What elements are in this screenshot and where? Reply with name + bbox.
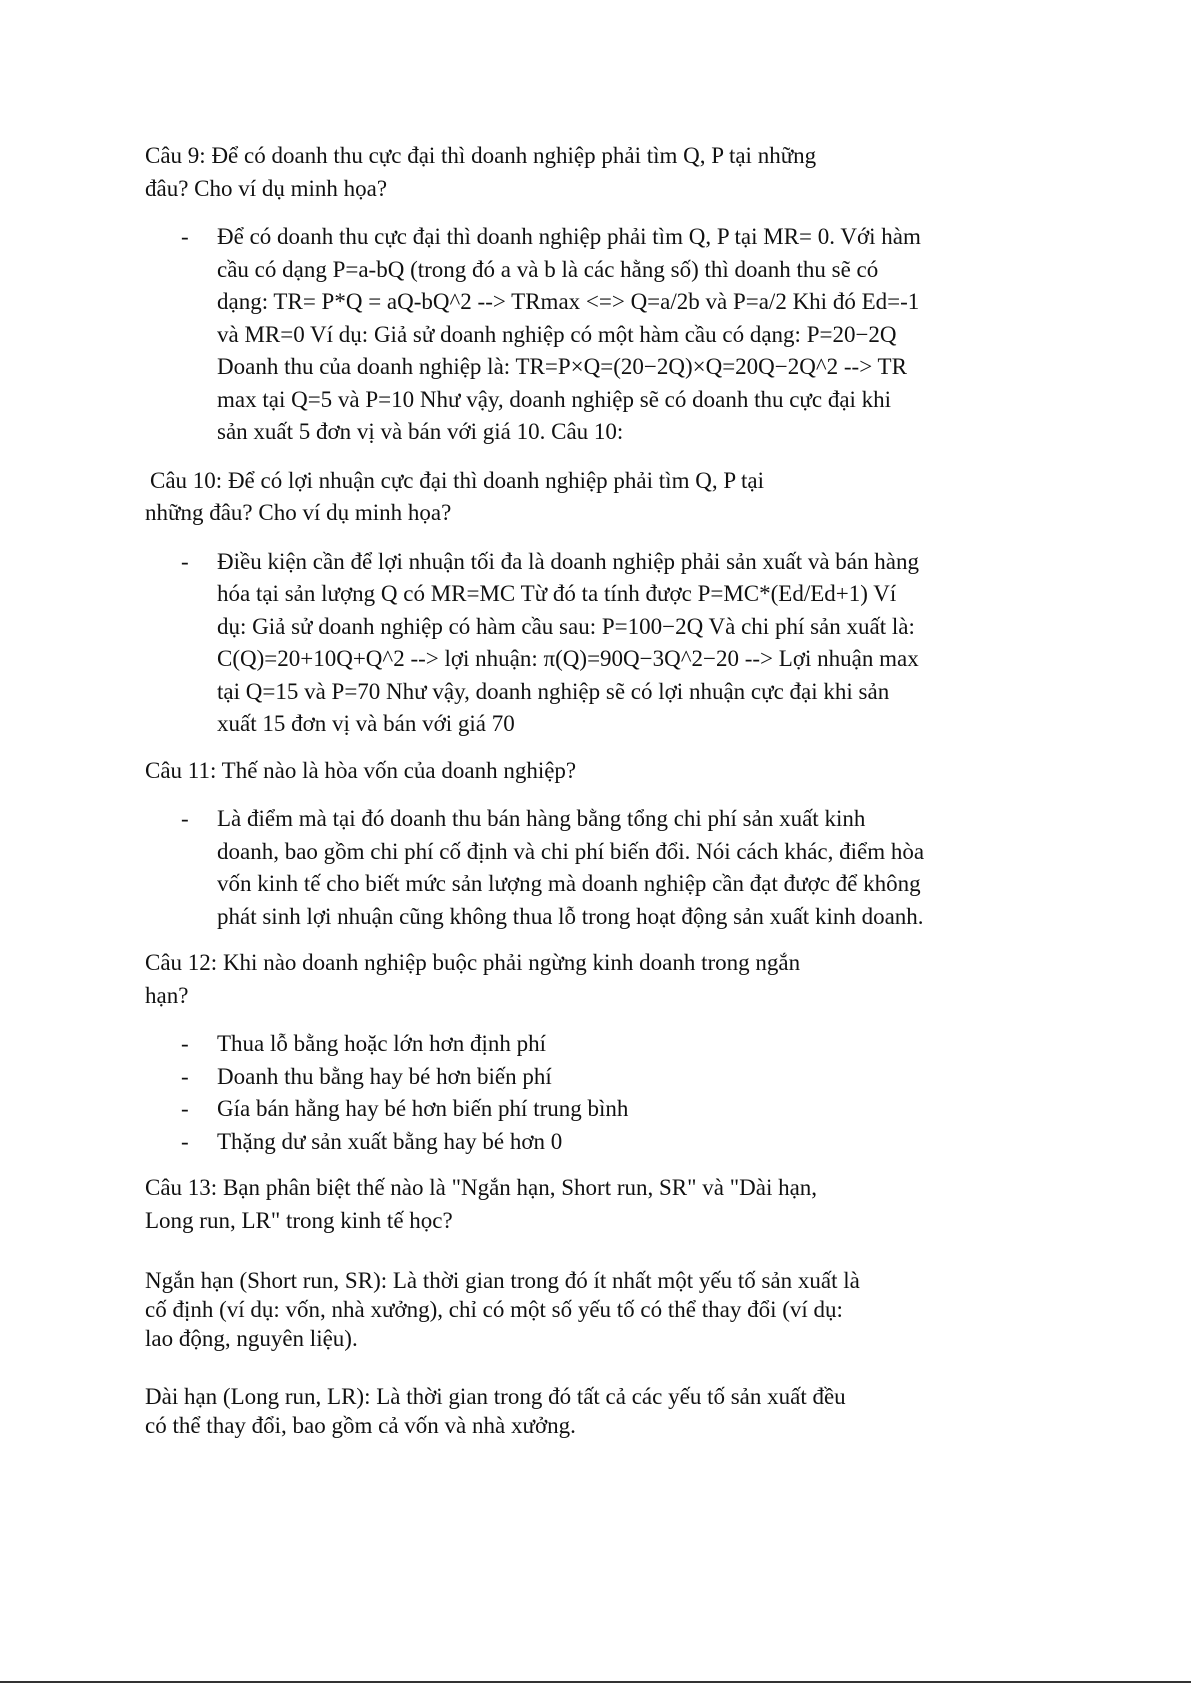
page-bottom-rule [0, 1681, 1191, 1683]
question-12-answer-list [145, 1028, 925, 1158]
long-run-definition: Dài hạn (Long run, LR): Là thời gian trong đó tất cả các yếu tố sản xuất đều có thể thay đổi, bao gồm cả vốn và nhà xưởng. [145, 1384, 846, 1438]
bullet-dash: - [181, 224, 189, 249]
bullet-dash: - [181, 548, 189, 574]
question-12-item-4: Thặng dư sản xuất bằng hay bé hơn 0 [217, 1128, 563, 1154]
question-9-heading: Câu 9: Để có doanh thu cực đại thì doanh nghiệp phải tìm Q, P tại những đâu? Cho ví dụ minh họa? [145, 143, 817, 201]
bullet-dash: - [181, 1096, 189, 1121]
question-13-heading: Câu 13: Bạn phân biệt thế nào là "Ngắn hạn, Short run, SR" và "Dài hạn, Long run, LR" trong kinh tế học? [145, 1175, 818, 1233]
question-11-answer: Là điểm mà tại đó doanh thu bán hàng bằng tổng chi phí sản xuất kinh doanh, bao gồm chi phí cố định và chi phí biến đổi. Nói cách khác, điểm hòa vốn kinh tế cho biết mức sản lượng mà doanh nghiệp cần đạt được để không phát sinh lợi nhuận cũng không thua lỗ trong hoạt động sản xuất kinh doanh. [217, 806, 925, 929]
list-item [145, 803, 925, 933]
question-9-answer: Để có doanh thu cực đại thì doanh nghiệp phải tìm Q, P tại MR= 0. Với hàm cầu có dạng P=a-bQ (trong đó a và b là các hằng số) thì doanh thu sẽ có dạng: TR= P*Q = aQ-bQ^2 --> TRmax <=> Q=a/2b và P=a/2 Khi đó Ed=-1 và MR=0 Ví dụ: Giả sử doanh nghiệp có một hàm cầu có dạng: P=20−2Q Doanh thu của doanh nghiệp là: TR=P×Q=(20−2Q)×Q=20Q−2Q^2 --> TR max tại Q=5 và P=10 Như vậy, doanh nghiệp sẽ có doanh thu cực đại khi sản xuất 5 đơn vị và bán với giá 10. Câu 10: [217, 224, 921, 444]
question-12-item-1: Thua lỗ bằng hoặc lớn hơn định phí [217, 1031, 547, 1056]
question-11-answer-list [145, 803, 925, 933]
question-11-heading: Câu 11: Thế nào là hòa vốn của doanh nghiệp? [145, 757, 577, 783]
list-item [145, 1126, 925, 1159]
short-run-definition: Ngắn hạn (Short run, SR): Là thời gian trong đó ít nhất một yếu tố sản xuất là cố định (ví dụ: vốn, nhà xưởng), chỉ có một số yếu tố có thể thay đổi (ví dụ: lao động, nguyên liệu). [145, 1268, 860, 1351]
question-10-answer-list [145, 546, 925, 741]
bullet-dash: - [181, 1031, 189, 1056]
list-item [145, 1028, 925, 1061]
question-12-heading: Câu 12: Khi nào doanh nghiệp buộc phải ngừng kinh doanh trong ngắn hạn? [145, 950, 801, 1008]
list-item [145, 1093, 925, 1126]
list-item [145, 546, 925, 741]
bullet-dash: - [181, 1128, 189, 1154]
list-item [145, 221, 925, 449]
question-9-answer-list [145, 221, 925, 449]
question-12-item-2: Doanh thu bằng hay bé hơn biến phí [217, 1063, 552, 1089]
bullet-dash: - [181, 806, 189, 831]
question-10-answer: Điều kiện cần để lợi nhuận tối đa là doanh nghiệp phải sản xuất và bán hàng hóa tại sản lượng Q có MR=MC Từ đó ta tính được P=MC*(Ed/Ed+1) Ví dụ: Giả sử doanh nghiệp có hàm cầu sau: P=100−2Q Và chi phí sản xuất là: C(Q)=20+10Q+Q^2 --> lợi nhuận: π(Q)=90Q−3Q^2−20 --> Lợi nhuận max tại Q=15 và P=70 Như vậy, doanh nghiệp sẽ có lợi nhuận cực đại khi sản xuất 15 đơn vị và bán với giá 70 [217, 548, 919, 736]
list-item [145, 1061, 925, 1094]
document-body [145, 140, 925, 1440]
bullet-dash: - [181, 1063, 189, 1089]
question-12-item-3: Gía bán hằng hay bé hơn biến phí trung bình [217, 1096, 629, 1121]
question-10-heading: Câu 10: Để có lợi nhuận cực đại thì doanh nghiệp phải tìm Q, P tại những đâu? Cho ví dụ minh họa? [145, 467, 764, 525]
